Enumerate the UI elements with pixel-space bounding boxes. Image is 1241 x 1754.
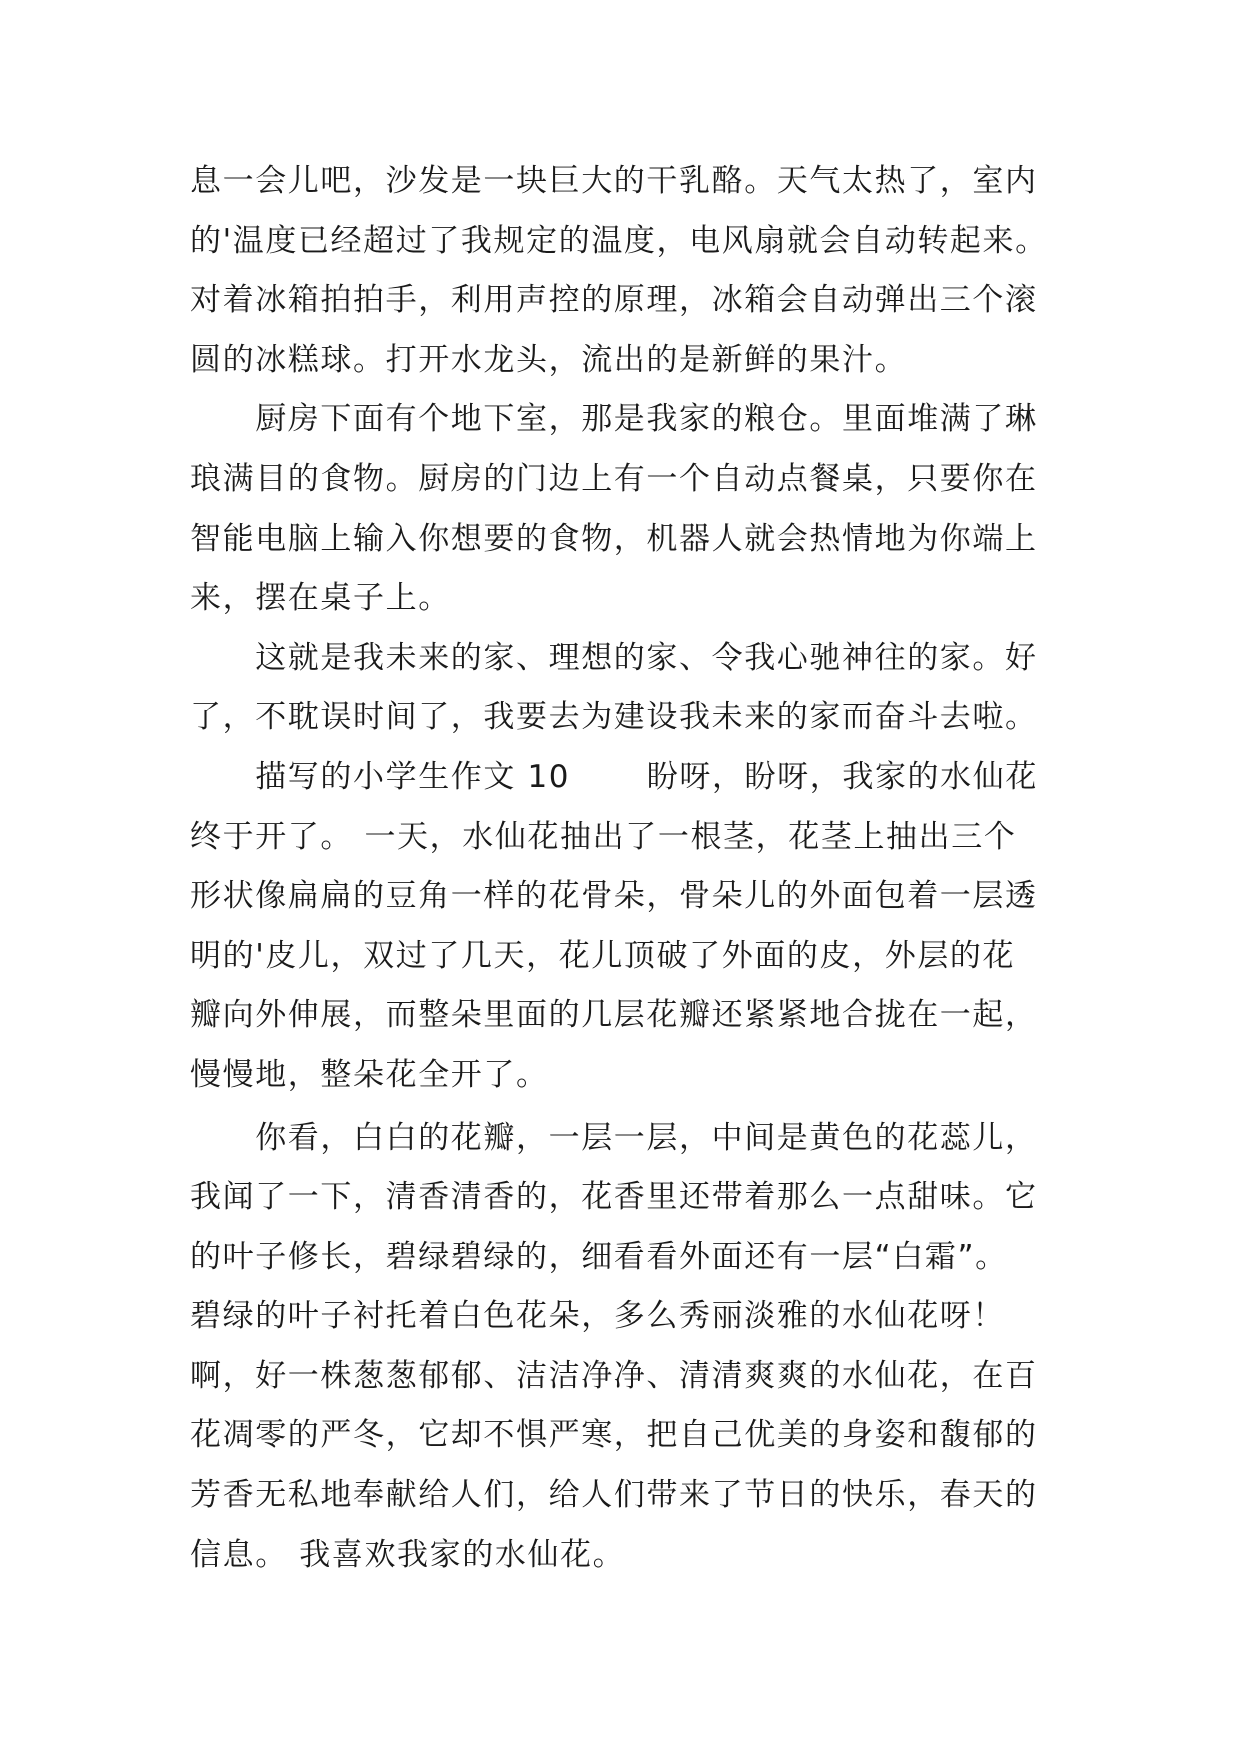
text-line: 对着冰箱拍拍手，利用声控的原理，冰箱会自动弹出三个滚 [190, 282, 1038, 319]
text-line: 琅满目的食物。厨房的门边上有一个自动点餐桌，只要你在 [190, 460, 1038, 497]
text-line: 的叶子修长，碧绿碧绿的，细看看外面还有一层“白霜”。 [190, 1238, 1008, 1275]
text-line: 智能电脑上输入你想要的食物，机器人就会热情地为你端上 [190, 520, 1038, 557]
text-line: 信息。 我喜欢我家的水仙花。 [190, 1536, 626, 1573]
text-line: 花凋零的严冬，它却不惧严寒，把自己优美的身姿和馥郁的 [190, 1417, 1038, 1454]
paragraph [190, 390, 1070, 628]
text-line: 碧绿的叶子衬托着白色花朵，多么秀丽淡雅的水仙花呀！ [190, 1298, 1005, 1335]
text-line: 芳香无私地奉献给人们，给人们带来了节日的快乐，春天的 [190, 1477, 1038, 1514]
text-line: 你看，白白的花瓣，一层一层，中间是黄色的花蕊儿， [190, 1119, 1038, 1156]
text-line: 我闻了一下，清香清香的，花香里还带着那么一点甜味。它 [190, 1179, 1038, 1216]
paragraph [190, 152, 1070, 390]
text-line: 终于开了。 一天，水仙花抽出了一根茎，花茎上抽出三个 [190, 818, 1017, 855]
text-line: 描写的小学生作文 10 盼呀，盼呀，我家的水仙花 [190, 758, 1038, 795]
text-line: 来，摆在桌子上。 [190, 580, 451, 617]
text-line: 的'温度已经超过了我规定的温度，电风扇就会自动转起来。 [190, 222, 1048, 259]
text-line: 了，不耽误时间了，我要去为建设我未来的家而奋斗去啦。 [190, 699, 1038, 736]
paragraph [190, 748, 1070, 1106]
paragraph [190, 629, 1070, 748]
document-body [190, 152, 1070, 1585]
text-line: 慢慢地，整朵花全开了。 [190, 1056, 549, 1093]
text-line: 息一会儿吧，沙发是一块巨大的干乳酪。天气太热了，室内 [190, 163, 1038, 199]
text-line: 这就是我未来的家、理想的家、令我心驰神往的家。好 [190, 639, 1038, 676]
text-line: 形状像扁扁的豆角一样的花骨朵，骨朵儿的外面包着一层透 [190, 878, 1038, 915]
text-line: 啊，好一株葱葱郁郁、洁洁净净、清清爽爽的水仙花，在百 [190, 1357, 1038, 1394]
paragraph [190, 1109, 1070, 1586]
text-line: 明的'皮儿，双过了几天，花儿顶破了外面的皮，外层的花 [190, 937, 1016, 974]
text-line: 瓣向外伸展，而整朵里面的几层花瓣还紧紧地合拢在一起， [190, 997, 1038, 1034]
text-line: 厨房下面有个地下室，那是我家的粮仓。里面堆满了琳 [190, 401, 1038, 438]
text-line: 圆的冰糕球。打开水龙头，流出的是新鲜的果汁。 [190, 341, 908, 378]
